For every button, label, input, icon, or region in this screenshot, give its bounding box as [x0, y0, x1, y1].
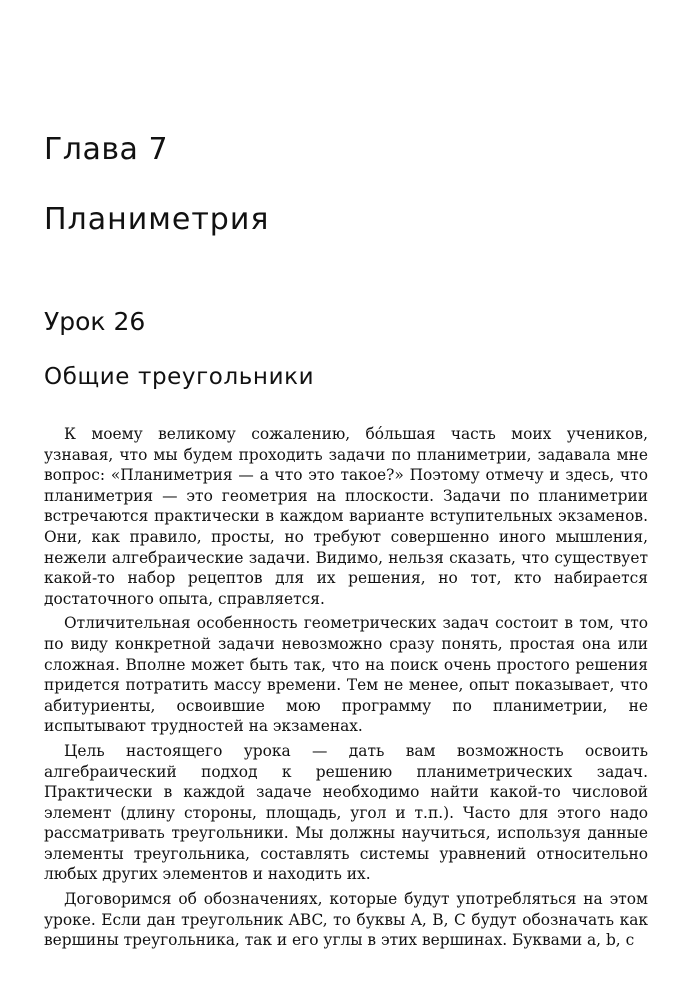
chapter-title: Планиметрия — [44, 202, 270, 237]
paragraph-4: Договоримся об обозначениях, которые будут употребляться на этом уроке. Если дан треугольник ABC, то буквы A, B, C будут обозначать как вершины треугольника, так и его углы в этих вершинах. Буквами a, b, c — [44, 890, 648, 950]
paragraph-1: К моему великому сожалению, бóльшая часть моих учеников, узнавая, что мы будем проходить задачи по планиметрии, задавала мне вопрос: «Планиметрия — а что это такое?» Поэтому отмечу и здесь, что планиметрия — это геометрия на плоскости. Задачи по планиметрии встречаются практически в каждом варианте вступительных экзаменов. Они, как правило, просты, но требуют совершенно иного мышления, нежели алгебраические задачи. Видимо, нельзя сказать, что существует какой-то набор рецептов для их решения, но тот, кто набирается достаточного опыта, справляется. — [44, 425, 648, 608]
chapter-label: Глава 7 — [44, 132, 169, 167]
paragraph-2: Отличительная особенность геометрических задач состоит в том, что по виду конкретной задачи невозможно сразу понять, простая она или сложная. Вполне может быть так, что на поиск очень простого решения придется потратить массу времени. Тем не менее, опыт показывает, что абитуриенты, освоившие мою программу по планиметрии, не испытывают трудностей на экзаменах. — [44, 614, 648, 736]
lesson-title: Общие треугольники — [44, 364, 315, 390]
body-text — [44, 424, 648, 951]
paragraph-3: Цель настоящего урока — дать вам возможность освоить алгебраический подход к решению планиметрических задач. Практически в каждой задаче необходимо найти какой-то числовой элемент (длину стороны, площадь, угол и т.п.). Часто для этого надо рассматривать треугольники. Мы должны научиться, используя данные элементы треугольника, составлять системы уравнений относительно любых других элементов и находить их. — [44, 741, 648, 884]
lesson-label: Урок 26 — [44, 307, 146, 336]
